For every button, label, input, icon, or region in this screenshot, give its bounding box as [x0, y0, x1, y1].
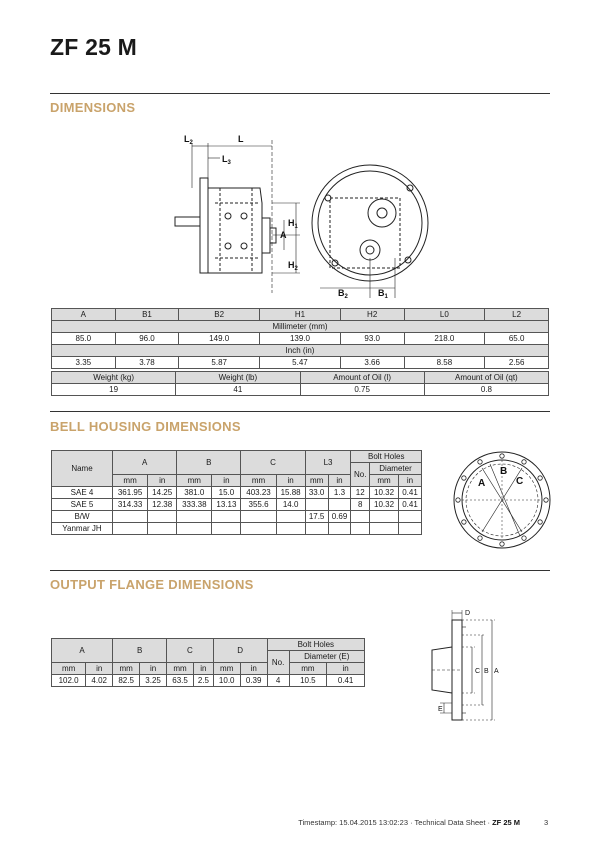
flange-label-e: E: [438, 706, 443, 713]
output-flange-drawing: [420, 605, 530, 730]
bolt-hole: [522, 460, 526, 464]
output-flange-table: A B C D Bolt Holes No. Diameter (E) mm in mm in mm in mm in mm in 102.0 4.02 82.5 3.25 63.5 2.5 10.0 0.39 4 10.5 0.41: [51, 638, 365, 687]
table-row: 102.0 4.02 82.5 3.25 63.5 2.5 10.0 0.39 4 10.5 0.41: [52, 675, 365, 687]
page-title: ZF 25 M: [50, 34, 138, 60]
bolt-hole: [462, 520, 466, 524]
section-divider: [50, 411, 550, 412]
label-h2: $H_2$: [288, 260, 298, 272]
bolt-hole: [500, 454, 504, 458]
bolt-hole: [500, 542, 504, 546]
label-b2: $B_2$: [338, 288, 348, 300]
label-l2: $L_2$: [184, 134, 193, 146]
flange-label-c: C: [475, 668, 481, 675]
bell-housing-table: Name A B C L3 Bolt Holes No. Diameter mm in mm in mm in mm in mm in SAE 4 361.95 14.25 381.0 15.0 403.23 15.88 33.0 1.3 12 10.32 0.41 SAE 5 314.33 12.38 333.38 13.13 355.6 14.0 8 10.32 0.41 B/W 17.5 0.69 Yanmar JH: [51, 450, 422, 535]
flange-label-d: D: [465, 610, 471, 617]
label-l3: $L_3$: [222, 154, 231, 166]
bolt-hole: [538, 520, 542, 524]
weight-oil-table: Weight (kg) Weight (lb) Amount of Oil (l) Amount of Oil (qt) 19 41 0.75 0.8: [51, 371, 549, 396]
flange-label-b: B: [484, 668, 489, 675]
front-input-boss: [368, 199, 396, 227]
table-row: Yanmar JH: [52, 523, 422, 535]
input-shaft: [175, 217, 200, 226]
flange-label-a: A: [494, 668, 499, 675]
bolt-hole: [478, 536, 482, 540]
side-housing: [208, 188, 262, 273]
page-number: 3: [544, 818, 549, 827]
bolt-hole: [456, 498, 460, 502]
section-heading-dimensions: DIMENSIONS: [50, 100, 136, 115]
front-output-boss: [360, 240, 380, 260]
table-row: SAE 5 314.33 12.38 333.38 13.13 355.6 14.0 8 10.32 0.41: [52, 499, 422, 511]
bolt-hole: [522, 536, 526, 540]
bolt-hole: [462, 476, 466, 480]
section-heading-output-flange: OUTPUT FLANGE DIMENSIONS: [50, 577, 254, 592]
label-b1: $B_1$: [378, 288, 388, 300]
table-row: B/W 17.5 0.69: [52, 511, 422, 523]
footer-text: Timestamp: 15.04.2015 13:02:23 · Technical Data Sheet · ZF 25 M: [298, 818, 520, 827]
output-flange-side: [262, 218, 270, 253]
circle-label-a: A: [478, 478, 486, 489]
bolt-hole: [538, 476, 542, 480]
side-flange-plate: [200, 178, 208, 273]
gearbox-drawing: [160, 128, 450, 303]
label-l: L: [238, 134, 244, 144]
section-divider: [50, 570, 550, 571]
label-h1: $H_1$: [288, 218, 298, 230]
section-divider: [50, 93, 550, 94]
bolt-hole: [544, 498, 548, 502]
dimensions-table: A B1 B2 H1 H2 L0 L2 Millimeter (mm) 85.0 96.0 149.0 139.0 93.0 218.0 65.0 Inch (in) 3.35 3.78 5.87 5.47 3.66 8.58 2.56: [51, 308, 549, 369]
table-row: SAE 4 361.95 14.25 381.0 15.0 403.23 15.88 33.0 1.3 12 10.32 0.41: [52, 487, 422, 499]
bell-housing-drawing: [450, 448, 554, 552]
circle-label-b: B: [500, 466, 508, 477]
circle-label-c: C: [516, 476, 524, 487]
label-a: A: [280, 230, 287, 240]
bolt-hole: [478, 460, 482, 464]
section-heading-bell-housing: BELL HOUSING DIMENSIONS: [50, 419, 241, 434]
